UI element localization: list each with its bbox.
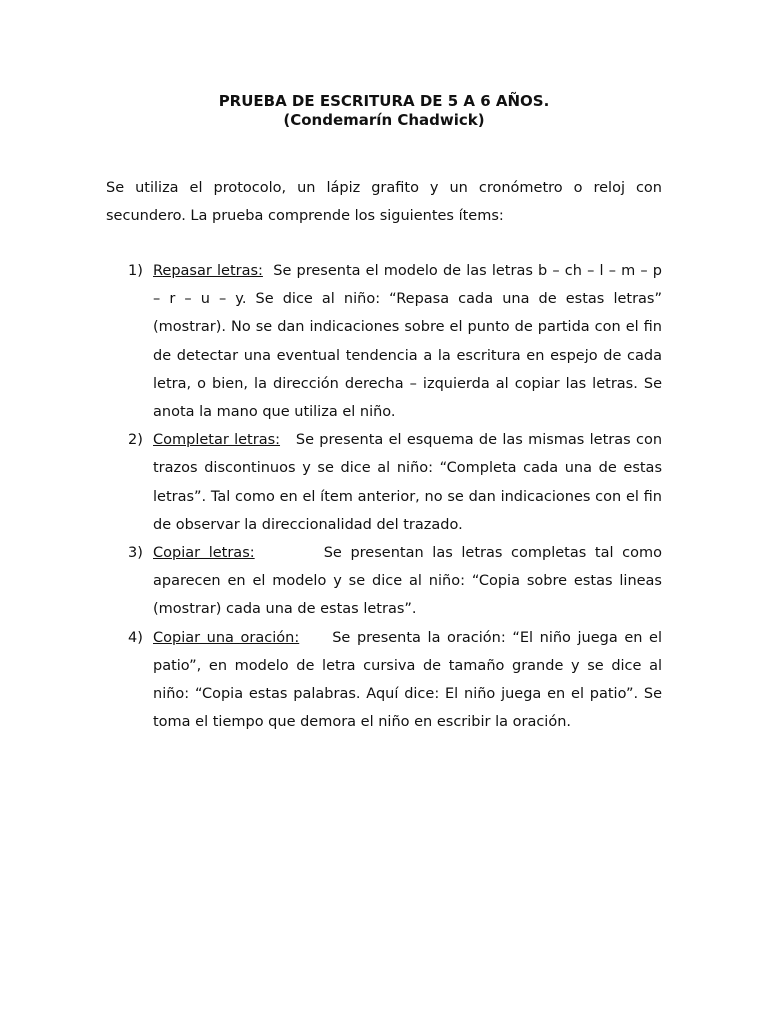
list-item [106,426,662,539]
item-text: Se presenta el modelo de las letras b – ch – l – m – p – r – u – y. Se dice al niño: “Repasa cada una de estas letras” (mostrar). No se dan indicaciones sobre el punto de partida con el fin de detectar una eventual tendencia a la escritura en espejo de cada letra, o bien, la dirección derecha – izquierda al copiar las letras. Se anota la mano que utiliza el niño. [153,263,663,421]
item-text: Se presenta la oración: “El niño juega en el patio”, en modelo de letra cursiva de tamaño grande y se dice al niño: “Copia estas palabras. Aquí dice: El niño juega en el patio”. Se toma el tiempo que demora el niño en escribir la oración. [153,629,662,731]
title-block [0,92,768,130]
item-text: Se presenta el esquema de las mismas letras con trazos discontinuos y se dice al niño: “Completa cada una de estas letras”. Tal como en el ítem anterior, no se dan indicaciones con el fin de observar la direccionalidad del trazado. [153,432,663,533]
item-number: 2) [128,432,143,449]
intro-paragraph: Se utiliza el protocolo, un lápiz grafito y un cronómetro o reloj con secundero. La prueba comprende los siguientes ítems: [106,180,662,224]
document-title: PRUEBA DE ESCRITURA DE 5 A 6 AÑOS. [218,92,550,110]
item-label: Copiar una oración: [153,629,300,646]
list-item [106,539,662,624]
item-number: 1) [128,263,143,279]
item-label: Copiar letras: [153,545,255,562]
document-subtitle: (Condemarín Chadwick) [283,111,485,129]
item-number: 3) [128,545,143,562]
items-list [106,257,662,736]
item-label: Completar letras: [153,432,281,449]
list-item [106,624,662,737]
list-item [106,257,662,426]
item-text: Se presentan las letras completas tal como aparecen en el modelo y se dice al niño: “Copia sobre estas lineas (mostrar) cada una de estas letras”. [153,545,663,618]
item-label: Repasar letras: [153,263,263,279]
item-number: 4) [128,629,143,646]
